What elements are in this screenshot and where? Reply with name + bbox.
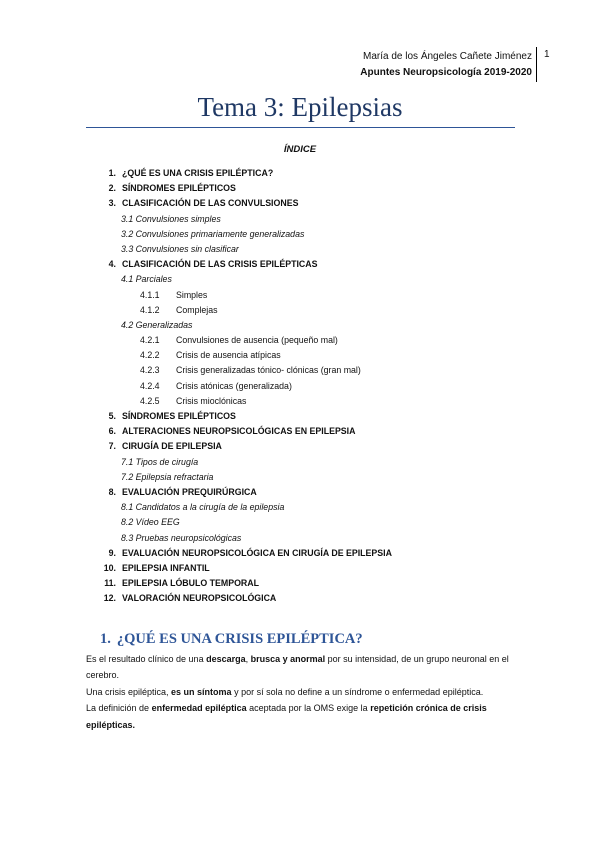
- title-underline: [86, 127, 515, 128]
- paragraph: [86, 684, 516, 700]
- toc-number: 2.: [108, 183, 116, 194]
- header-author: María de los Ángeles Cañete Jiménez: [363, 51, 532, 62]
- bold-text: brusca y anormal: [250, 654, 326, 664]
- toc-number: 4.2.3: [140, 365, 160, 376]
- section-body: [86, 651, 516, 733]
- toc-text: ¿QUÉ ES UNA CRISIS EPILÉPTICA?: [122, 168, 274, 178]
- toc-subitem: [0, 242, 600, 257]
- toc-subitem: [0, 227, 600, 242]
- bold-text: enfermedad epiléptica: [151, 703, 247, 714]
- toc-subitem: [0, 272, 600, 287]
- table-of-contents: [0, 166, 600, 606]
- page-title: Tema 3: Epilepsias: [197, 92, 403, 122]
- toc-subitem: [0, 470, 600, 485]
- toc-text: SÍNDROMES EPILÉPTICOS: [122, 183, 236, 194]
- toc-text: CLASIFICACIÓN DE LAS CRISIS EPILÉPTICAS: [122, 259, 318, 270]
- text-run: ,: [245, 654, 251, 664]
- toc-text: 3.3 Convulsiones sin clasificar: [121, 243, 239, 254]
- toc-text: Crisis atónicas (generalizada): [176, 380, 292, 391]
- toc-number: 3.: [108, 198, 116, 209]
- header-divider: [536, 47, 537, 82]
- toc-text: EVALUACIÓN PREQUIRÚRGICA: [122, 486, 257, 497]
- toc-subsubitem: [0, 333, 600, 348]
- toc-number: 9.: [108, 547, 116, 558]
- toc-text: 4.1 Parciales: [121, 274, 172, 285]
- toc-subsubitem: [0, 348, 600, 363]
- toc-item: [0, 257, 600, 272]
- toc-subsubitem: [0, 394, 600, 409]
- toc-text: Convulsiones de ausencia (pequeño mal): [176, 335, 338, 346]
- toc-number: 4.1.2: [140, 304, 160, 315]
- toc-subitem: [0, 318, 600, 333]
- page-number: 1: [544, 49, 550, 60]
- toc-number: 4.2.2: [140, 350, 160, 361]
- toc-number: 8.: [108, 486, 116, 497]
- toc-item: [0, 166, 600, 181]
- toc-text: ALTERACIONES NEUROPSICOLÓGICAS EN EPILEPSIA: [122, 426, 356, 437]
- toc-number: 4.2.4: [140, 380, 160, 391]
- bold-text: es un síntoma: [171, 686, 232, 697]
- toc-item: [0, 196, 600, 211]
- text-run: Una crisis epiléptica,: [86, 686, 172, 697]
- toc-number: 4.: [108, 259, 116, 270]
- toc-item: [0, 561, 600, 576]
- toc-text: Crisis mioclónicas: [176, 395, 247, 406]
- section-heading: [100, 631, 363, 648]
- toc-number: 5.: [108, 411, 116, 421]
- header-subtitle: Apuntes Neuropsicología 2019-2020: [360, 67, 532, 78]
- toc-text: 8.1 Candidatos a la cirugía de la epilepsia: [121, 502, 285, 513]
- toc-number: 11.: [104, 578, 116, 589]
- toc-subsubitem: [0, 288, 600, 303]
- toc-number: 4.1.1: [140, 289, 160, 300]
- toc-text: CLASIFICACIÓN DE LAS CONVULSIONES: [122, 198, 299, 209]
- toc-number: 10.: [103, 562, 116, 573]
- paragraph: [86, 700, 516, 733]
- toc-subsubitem: [0, 363, 600, 378]
- toc-subitem: [0, 515, 600, 530]
- text-run: y por sí sola no define a un síndrome o enfermedad epiléptica.: [231, 686, 484, 697]
- toc-text: Crisis de ausencia atípicas: [176, 350, 281, 361]
- toc-item: [0, 409, 600, 424]
- paragraph: [86, 651, 516, 684]
- toc-item: [0, 591, 600, 606]
- toc-number: 6.: [108, 426, 116, 437]
- toc-number: 4.2.5: [140, 395, 160, 406]
- toc-number: 4.2.1: [140, 335, 160, 346]
- toc-text: EVALUACIÓN NEUROPSICOLÓGICA EN CIRUGÍA DE EPILEPSIA: [122, 547, 392, 558]
- toc-text: CIRUGÍA DE EPILEPSIA: [122, 441, 222, 452]
- index-heading: ÍNDICE: [283, 144, 317, 155]
- toc-text: Simples: [176, 289, 208, 300]
- toc-item: [0, 439, 600, 454]
- text-run: aceptada por la OMS exige la: [246, 703, 371, 714]
- toc-text: Complejas: [176, 304, 218, 315]
- toc-text: EPILEPSIA INFANTIL: [122, 562, 210, 573]
- toc-item: [0, 576, 600, 591]
- toc-subitem: [0, 212, 600, 227]
- section-title: ¿QUÉ ES UNA CRISIS EPILÉPTICA?: [116, 631, 363, 647]
- text-run: por su intensidad, de un grupo neuronal en el cerebro.: [86, 654, 509, 681]
- toc-text: EPILEPSIA LÓBULO TEMPORAL: [122, 578, 260, 589]
- toc-subitem: [0, 531, 600, 546]
- toc-subitem: [0, 455, 600, 470]
- toc-item: [0, 485, 600, 500]
- bold-text: descarga: [206, 654, 246, 664]
- toc-text: 8.2 Vídeo EEG: [121, 517, 180, 528]
- text-run: La definición de: [86, 703, 152, 714]
- page-header: [360, 49, 532, 81]
- toc-text: 7.1 Tipos de cirugía: [121, 456, 199, 467]
- toc-number: 7.: [108, 441, 116, 452]
- toc-number: 12.: [103, 593, 116, 604]
- text-run: Es el resultado clínico de una: [86, 654, 207, 664]
- bold-text: repetición crónica de crisis epilépticas.: [86, 703, 487, 730]
- toc-text: VALORACIÓN NEUROPSICOLÓGICA: [122, 593, 277, 604]
- toc-text: 3.1 Convulsiones simples: [121, 213, 221, 224]
- toc-item: [0, 546, 600, 561]
- toc-number: 1.: [108, 168, 116, 178]
- toc-subsubitem: [0, 303, 600, 318]
- toc-text: 8.3 Pruebas neuropsicológicas: [121, 532, 242, 543]
- section-number: 1.: [100, 631, 111, 647]
- toc-item: [0, 181, 600, 196]
- toc-text: Crisis generalizadas tónico- clónicas (gran mal): [176, 365, 361, 376]
- toc-item: [0, 424, 600, 439]
- toc-subsubitem: [0, 379, 600, 394]
- toc-text: SÍNDROMES EPILÉPTICOS: [122, 411, 236, 421]
- toc-text: 4.2 Generalizadas: [121, 319, 193, 330]
- toc-text: 3.2 Convulsiones primariamente generalizadas: [121, 228, 305, 239]
- toc-subitem: [0, 500, 600, 515]
- toc-text: 7.2 Epilepsia refractaria: [121, 471, 214, 482]
